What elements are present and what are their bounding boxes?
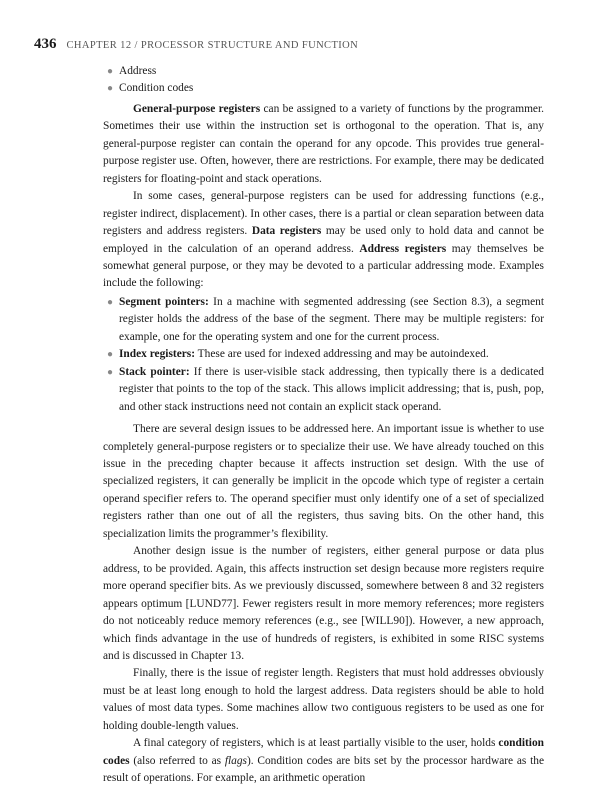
list-item: ● Stack pointer: If there is user-visible stack addressing, then typically there is a dedicated register that points to the top of the stack. This allows implicit addressing; that is, push, pop, and other stack instructions need not contain an explicit stack operand. bbox=[107, 365, 545, 413]
page-number: 436 bbox=[34, 36, 57, 52]
list-item: ● Segment pointers: In a machine with segmented addressing (see Section 8.3), a segment register holds the address of the base of the segment. There may be multiple registers: for example, one for the operating system and one for the current process. bbox=[107, 295, 544, 343]
bullet-icon: ● bbox=[107, 66, 114, 77]
bullet-icon: ● bbox=[107, 366, 114, 378]
address-register-examples bbox=[103, 294, 544, 416]
paragraph-design-issues: There are several design issues to be addressed here. An important issue is whether to use completely general-purpose registers or to specialize their use. We have already touched on this issue in the preceding chapter because it affects instruction set design. With the use of specialized registers, it can generally be implicit in the opcode which type of register a certain operand specifier refers to. The operand specifier must only identify one of a set of specialized registers rather than one out of all the registers, thus saving bits. On the other hand, this specialization limits the programmer’s flexibility. bbox=[103, 423, 544, 540]
page-body bbox=[103, 63, 544, 788]
paragraph-number-of-registers: Another design issue is the number of registers, either general purpose or data plus address, to be provided. Again, this affects instruction set design because more registers require more operand specifier bits. As we previously discussed, somewhere between 8 and 32 registers appears optimum [LUND77]. Fewer registers result in more memory references; more registers do not noticeably reduce memory references (e.g., see [WILL90]). However, a new approach, which finds advantage in the use of hundreds of registers, is exhibited in some RISC systems and is discussed in Chapter 13. bbox=[103, 545, 544, 662]
page-header bbox=[34, 36, 574, 53]
paragraph-condition-codes: A final category of registers, which is at least partially visible to the user, holds condition codes (also referred to as flags). Condition codes are bits set by the processor hardware as the result of operations. For example, an arithmetic operation bbox=[103, 737, 545, 785]
list-item: ● Index registers: These are used for indexed addressing and may be autoindexed. bbox=[103, 346, 544, 363]
list-item: ● Condition codes bbox=[103, 80, 544, 97]
bullet-icon: ● bbox=[107, 349, 114, 361]
register-category-list bbox=[103, 63, 544, 98]
paragraph-register-length: Finally, there is the issue of register length. Registers that must hold addresses obviously must be at least long enough to hold the largest address. Data registers should be able to hold values of most data types. Some machines allow two contiguous registers to be used as one for holding double-length values. bbox=[103, 667, 544, 732]
bullet-icon: ● bbox=[107, 296, 114, 308]
paragraph-data-address: In some cases, general-purpose registers can be used for addressing functions (e.g., register indirect, displacement). In other cases, there is a partial or clean separation between data registers and address registers. Data registers may be used only to hold data and cannot be employed in the calculation of an operand address. Address registers may themselves be somewhat general purpose, or they may be devoted to a particular addressing mode. Examples include the following: bbox=[103, 190, 544, 290]
list-item: ● Address bbox=[103, 63, 544, 80]
bullet-icon: ● bbox=[107, 83, 114, 95]
paragraph-general-purpose: General-purpose registers can be assigned to a variety of functions by the programmer. Sometimes their use within the instruction set is orthogonal to the operation. That is, any general-purpose register can contain the operand for any opcode. This provides true general-purpose register use. Often, however, there are restrictions. For example, there may be dedicated registers for floating-point and stack operations. bbox=[103, 102, 544, 185]
running-head: CHAPTER 12 / PROCESSOR STRUCTURE AND FUNCTION bbox=[66, 40, 359, 51]
